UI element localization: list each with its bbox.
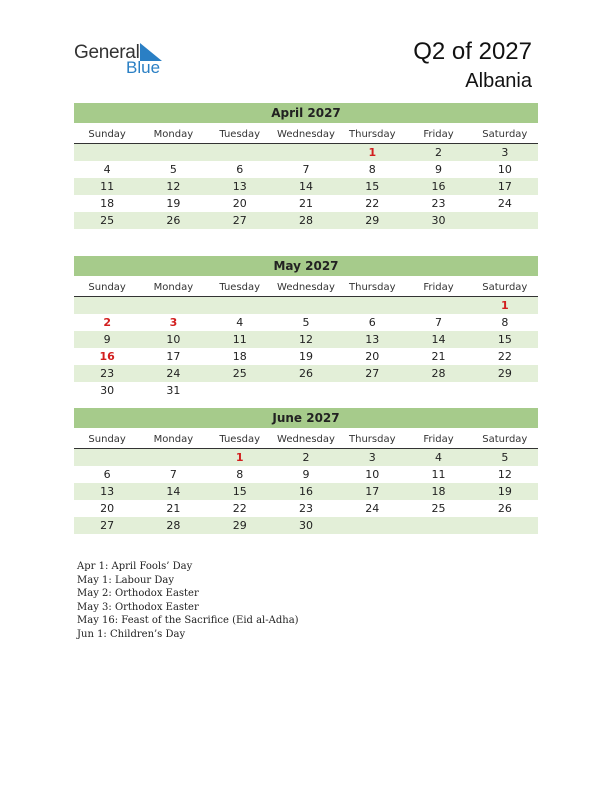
weekday-label: Tuesday [219, 282, 261, 293]
day-cell: 20 [232, 197, 247, 210]
week-row [74, 212, 538, 229]
month-title: May 2027 [74, 256, 538, 276]
day-cell: 21 [166, 502, 181, 515]
day-cell: 26 [166, 214, 181, 227]
day-cell [339, 517, 405, 534]
day-cell [140, 449, 206, 466]
day-cell: 9 [103, 333, 111, 346]
day-cell [207, 382, 273, 399]
day-cell: 22 [365, 197, 380, 210]
month-title: April 2027 [74, 103, 538, 123]
day-cell: 10 [497, 163, 512, 176]
day-cell: 4 [103, 163, 111, 176]
day-cell: 6 [368, 316, 376, 329]
day-cell [405, 382, 471, 399]
day-cell: 23 [100, 367, 115, 380]
day-cell [472, 517, 538, 534]
weekday-label: Thursday [349, 434, 396, 445]
weekday-header-row [74, 431, 538, 449]
week-row [74, 314, 538, 331]
day-cell: 27 [100, 519, 115, 532]
day-cell: 19 [497, 485, 512, 498]
day-cell: 26 [298, 367, 313, 380]
month-block [74, 408, 538, 534]
day-cell: 7 [435, 316, 443, 329]
day-cell: 2 [435, 146, 443, 159]
day-cell: 18 [100, 197, 115, 210]
day-cell: 14 [431, 333, 446, 346]
weekday-label: Wednesday [277, 129, 335, 140]
day-cell: 6 [236, 163, 244, 176]
week-row [74, 500, 538, 517]
day-cell: 25 [431, 502, 446, 515]
day-cell: 12 [166, 180, 181, 193]
quarter-title: Q2 of 2027 [413, 38, 532, 65]
holiday-note: Apr 1: April Fools’ Day [77, 561, 193, 572]
day-cell: 21 [431, 350, 446, 363]
day-cell: 25 [232, 367, 247, 380]
day-cell: 7 [302, 163, 310, 176]
day-cell: 4 [236, 316, 244, 329]
weekday-label: Tuesday [219, 434, 261, 445]
weekday-label: Saturday [482, 282, 528, 293]
day-cell: 18 [232, 350, 247, 363]
month-weeks [74, 144, 538, 229]
week-row [74, 365, 538, 382]
day-cell: 5 [501, 451, 509, 464]
day-cell: 28 [166, 519, 181, 532]
month-block [74, 256, 538, 399]
day-cell: 13 [365, 333, 380, 346]
holiday-note: May 16: Feast of the Sacrifice (Eid al-Adha) [77, 615, 299, 626]
day-cell: 16 [99, 350, 115, 363]
weekday-label: Friday [423, 434, 454, 445]
day-cell: 19 [166, 197, 181, 210]
day-cell [273, 297, 339, 314]
weekday-label: Monday [153, 434, 194, 445]
day-cell [74, 144, 140, 161]
day-cell: 29 [365, 214, 380, 227]
day-cell [405, 517, 471, 534]
day-cell: 4 [435, 451, 443, 464]
day-cell: 11 [100, 180, 115, 193]
day-cell: 17 [166, 350, 181, 363]
day-cell: 28 [431, 367, 446, 380]
day-cell: 13 [100, 485, 115, 498]
day-cell: 1 [235, 451, 244, 464]
day-cell [74, 297, 140, 314]
weekday-label: Tuesday [219, 129, 261, 140]
day-cell: 29 [497, 367, 512, 380]
day-cell: 30 [298, 519, 313, 532]
day-cell: 12 [497, 468, 512, 481]
day-cell: 23 [298, 502, 313, 515]
day-cell [472, 212, 538, 229]
day-cell: 3 [368, 451, 376, 464]
weekday-label: Sunday [88, 434, 126, 445]
day-cell [472, 382, 538, 399]
weekday-header-row [74, 279, 538, 297]
day-cell: 30 [100, 384, 115, 397]
week-row [74, 297, 538, 314]
day-cell: 26 [497, 502, 512, 515]
day-cell: 21 [298, 197, 313, 210]
day-cell: 2 [302, 451, 310, 464]
day-cell: 24 [497, 197, 512, 210]
day-cell: 31 [166, 384, 181, 397]
week-row [74, 348, 538, 365]
weekday-label: Sunday [88, 129, 126, 140]
day-cell: 10 [166, 333, 181, 346]
weekday-label: Thursday [349, 282, 396, 293]
week-row [74, 161, 538, 178]
holiday-note: May 2: Orthodox Easter [77, 588, 199, 599]
weekday-label: Friday [423, 282, 454, 293]
day-cell: 1 [501, 299, 509, 312]
day-cell: 23 [431, 197, 446, 210]
week-row [74, 144, 538, 161]
logo [74, 42, 174, 76]
day-cell [405, 297, 471, 314]
weekday-label: Saturday [482, 434, 528, 445]
day-cell: 19 [298, 350, 313, 363]
day-cell: 11 [232, 333, 247, 346]
day-cell: 18 [431, 485, 446, 498]
day-cell [273, 144, 339, 161]
weekday-label: Wednesday [277, 282, 335, 293]
day-cell: 11 [431, 468, 446, 481]
day-cell: 1 [368, 146, 377, 159]
week-row [74, 382, 538, 399]
day-cell: 29 [232, 519, 247, 532]
day-cell [273, 382, 339, 399]
holiday-notes [77, 560, 299, 641]
day-cell: 9 [302, 468, 310, 481]
day-cell [207, 144, 273, 161]
day-cell: 28 [298, 214, 313, 227]
day-cell [74, 449, 140, 466]
day-cell: 17 [497, 180, 512, 193]
holiday-note: Jun 1: Children’s Day [77, 628, 186, 640]
holiday-note: May 3: Orthodox Easter [77, 601, 199, 613]
day-cell: 20 [365, 350, 380, 363]
day-cell: 25 [100, 214, 115, 227]
day-cell: 24 [166, 367, 181, 380]
day-cell: 15 [365, 180, 380, 193]
day-cell [207, 297, 273, 314]
week-row [74, 331, 538, 348]
day-cell: 27 [365, 367, 380, 380]
day-cell: 8 [236, 468, 244, 481]
weekday-label: Thursday [349, 129, 396, 140]
day-cell: 30 [431, 214, 446, 227]
day-cell: 14 [298, 180, 313, 193]
month-weeks [74, 297, 538, 399]
day-cell [339, 297, 405, 314]
day-cell: 16 [431, 180, 446, 193]
day-cell: 8 [501, 316, 509, 329]
day-cell [140, 144, 206, 161]
logo-general-text: General [74, 42, 140, 63]
week-row [74, 483, 538, 500]
week-row [74, 517, 538, 534]
week-row [74, 449, 538, 466]
day-cell: 24 [365, 502, 380, 515]
weekday-label: Monday [153, 282, 194, 293]
day-cell: 15 [497, 333, 512, 346]
weekday-label: Friday [423, 129, 454, 140]
month-title: June 2027 [74, 408, 538, 428]
day-cell: 3 [169, 316, 178, 329]
country-name: Albania [465, 70, 532, 92]
day-cell: 12 [298, 333, 313, 346]
day-cell: 13 [232, 180, 247, 193]
day-cell: 7 [169, 468, 177, 481]
day-cell: 20 [100, 502, 115, 515]
day-cell: 22 [232, 502, 247, 515]
month-weeks [74, 449, 538, 534]
weekday-label: Sunday [88, 282, 126, 293]
day-cell: 9 [435, 163, 443, 176]
day-cell [140, 297, 206, 314]
day-cell: 10 [365, 468, 380, 481]
day-cell: 15 [232, 485, 247, 498]
day-cell: 27 [232, 214, 247, 227]
week-row [74, 195, 538, 212]
day-cell: 6 [103, 468, 111, 481]
day-cell: 16 [298, 485, 313, 498]
day-cell: 5 [169, 163, 177, 176]
weekday-label: Saturday [482, 129, 528, 140]
day-cell: 5 [302, 316, 310, 329]
weekday-label: Wednesday [277, 434, 335, 445]
weekday-label: Monday [153, 129, 194, 140]
month-block [74, 103, 538, 229]
day-cell: 2 [103, 316, 111, 329]
day-cell [339, 382, 405, 399]
holiday-note: May 1: Labour Day [77, 574, 174, 586]
weekday-header-row [74, 126, 538, 144]
day-cell: 8 [368, 163, 376, 176]
logo-blue-text: Blue [126, 58, 161, 77]
week-row [74, 466, 538, 483]
day-cell: 3 [501, 146, 509, 159]
day-cell: 17 [365, 485, 380, 498]
day-cell: 14 [166, 485, 181, 498]
day-cell: 22 [497, 350, 512, 363]
week-row [74, 178, 538, 195]
